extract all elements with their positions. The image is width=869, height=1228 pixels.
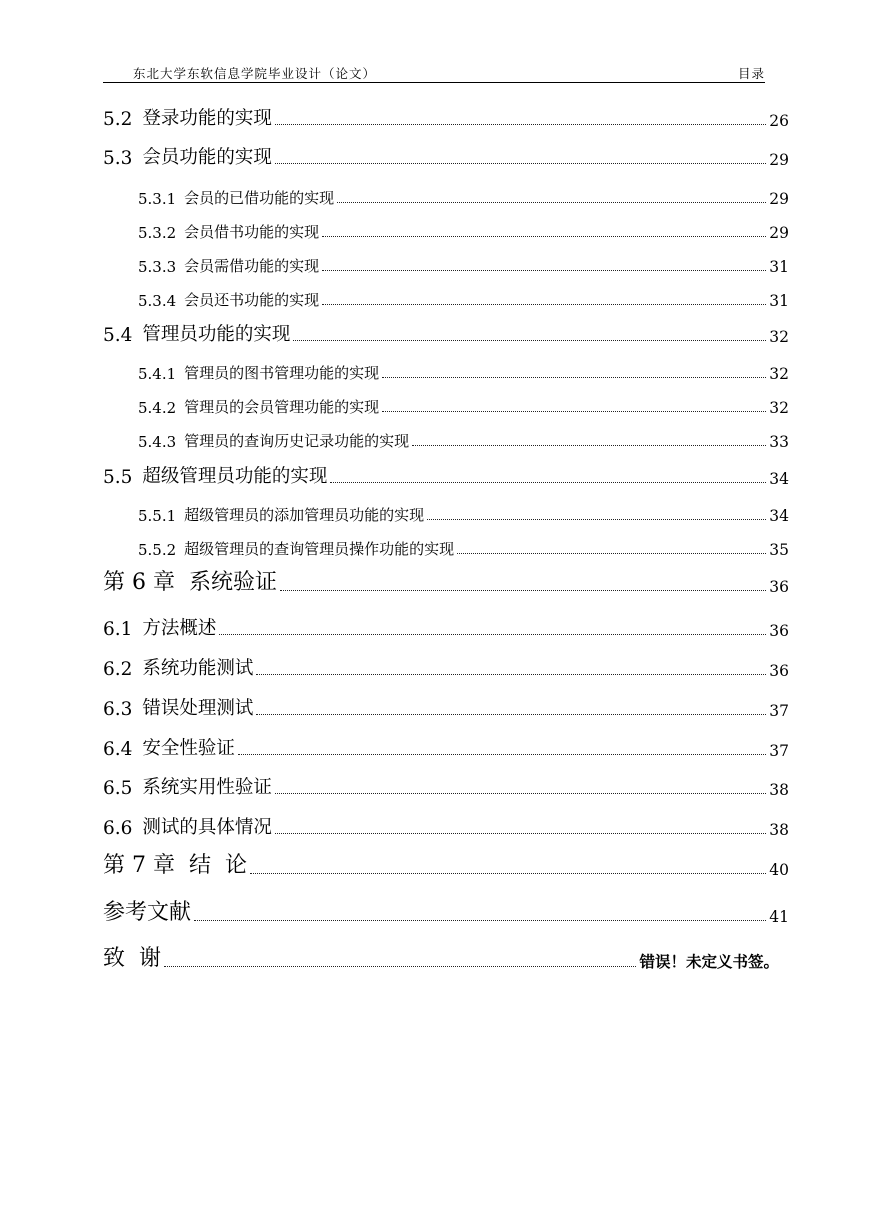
toc-entry[interactable] xyxy=(0,946,869,972)
toc-entry-number: 5.4.1 xyxy=(138,365,177,383)
toc-entry[interactable] xyxy=(0,570,869,596)
toc-entry-title: 第 6 章 系统验证 xyxy=(103,570,277,595)
toc-entry[interactable] xyxy=(0,614,869,640)
toc-leader-dots xyxy=(275,792,766,794)
toc-entry-title: 会员还书功能的实现 xyxy=(184,291,320,309)
toc-entry-title: 登录功能的实现 xyxy=(142,108,272,129)
toc-leader-dots xyxy=(293,339,766,341)
toc-entry[interactable] xyxy=(0,694,869,720)
toc-entry-number: 5.3.4 xyxy=(138,292,177,310)
toc-entry-number: 6.2 xyxy=(103,659,133,680)
toc-entry-title: 超级管理员的查询管理员操作功能的实现 xyxy=(184,540,455,558)
toc-entry-title: 管理员的图书管理功能的实现 xyxy=(184,364,380,382)
toc-leader-dots xyxy=(427,518,766,520)
toc-entry-number: 5.5 xyxy=(103,467,133,488)
toc-entry-number: 5.4.3 xyxy=(138,433,177,451)
toc-leader-dots xyxy=(322,303,766,305)
toc-entry-page: 32 xyxy=(769,399,789,417)
toc-entry-page: 29 xyxy=(769,224,789,242)
toc-leader-dots xyxy=(275,832,766,834)
toc-leader-dots xyxy=(382,376,766,378)
toc-leader-dots xyxy=(275,123,766,125)
toc-entry[interactable] xyxy=(0,357,869,383)
toc-entry-page: 38 xyxy=(769,821,789,839)
toc-entry[interactable] xyxy=(0,499,869,525)
toc-leader-dots xyxy=(164,965,636,967)
toc-entry[interactable] xyxy=(0,391,869,417)
toc-entry[interactable] xyxy=(0,216,869,242)
toc-entry-title: 超级管理员功能的实现 xyxy=(142,466,328,487)
toc-entry-page: 36 xyxy=(769,578,789,596)
toc-leader-dots xyxy=(250,872,766,874)
toc-entry-title: 会员功能的实现 xyxy=(142,147,272,168)
toc-entry-page: 34 xyxy=(769,470,789,488)
toc-entry-page: 36 xyxy=(769,622,789,640)
toc-entry[interactable] xyxy=(0,425,869,451)
toc-entry-number: 6.5 xyxy=(103,778,133,799)
toc-entry-title: 会员需借功能的实现 xyxy=(184,257,320,275)
toc-entry[interactable] xyxy=(0,654,869,680)
page-header xyxy=(103,62,765,83)
toc-entry[interactable] xyxy=(0,462,869,488)
toc-entry[interactable] xyxy=(0,533,869,559)
toc-entry-page: 29 xyxy=(769,190,789,208)
toc-entry-title: 管理员的会员管理功能的实现 xyxy=(184,398,380,416)
toc-entry-number: 6.1 xyxy=(103,619,133,640)
toc-entry-page: 26 xyxy=(769,112,789,130)
toc-entry-title: 超级管理员的添加管理员功能的实现 xyxy=(184,506,425,524)
toc-entry-number: 5.2 xyxy=(103,109,133,130)
toc-entry-number: 6.3 xyxy=(103,699,133,720)
toc-entry-page: 29 xyxy=(769,151,789,169)
header-section: 目录 xyxy=(737,66,765,81)
toc-entry-page: 38 xyxy=(769,781,789,799)
toc-entry[interactable] xyxy=(0,143,869,169)
toc-leader-dots xyxy=(457,552,766,554)
toc-entry-title: 管理员的查询历史记录功能的实现 xyxy=(184,432,410,450)
toc-entry-number: 5.4 xyxy=(103,325,133,346)
toc-entry-title: 会员的已借功能的实现 xyxy=(184,189,335,207)
toc-leader-dots xyxy=(330,481,766,483)
toc-entry[interactable] xyxy=(0,284,869,310)
toc-entry-title: 错误处理测试 xyxy=(142,698,254,719)
toc-entry[interactable] xyxy=(0,853,869,879)
toc-leader-dots xyxy=(238,753,766,755)
toc-entry-title: 第 7 章 结 论 xyxy=(103,853,247,878)
toc-entry[interactable] xyxy=(0,182,869,208)
toc-entry-title: 致 谢 xyxy=(103,946,161,971)
toc-leader-dots xyxy=(382,410,766,412)
toc-entry[interactable] xyxy=(0,250,869,276)
toc-leader-dots xyxy=(322,269,766,271)
toc-entry-title: 系统实用性验证 xyxy=(142,777,272,798)
toc-entry-title: 系统功能测试 xyxy=(142,658,254,679)
toc-entry-page: 33 xyxy=(769,433,789,451)
toc-entry[interactable] xyxy=(0,320,869,346)
toc-leader-dots xyxy=(280,589,766,591)
toc-entry-page: 40 xyxy=(769,861,789,879)
toc-entry-page: 41 xyxy=(769,908,789,926)
toc-entry-page: 31 xyxy=(769,258,789,276)
toc-entry-number: 5.5.2 xyxy=(138,541,177,559)
toc-entry-title: 管理员功能的实现 xyxy=(142,324,291,345)
toc-entry-number: 5.4.2 xyxy=(138,399,177,417)
toc-entry-page: 31 xyxy=(769,292,789,310)
toc-leader-dots xyxy=(219,633,766,635)
toc-entry-title: 参考文献 xyxy=(103,900,192,925)
toc-entry-page: 37 xyxy=(769,742,789,760)
toc-entry-page: 34 xyxy=(769,507,789,525)
toc-entry-page: 36 xyxy=(769,662,789,680)
toc-entry-page: 37 xyxy=(769,702,789,720)
toc-entry[interactable] xyxy=(0,900,869,926)
toc-leader-dots xyxy=(256,673,766,675)
toc-leader-dots xyxy=(256,713,766,715)
header-title: 东北大学东软信息学院毕业设计（论文） xyxy=(133,66,377,81)
toc-leader-dots xyxy=(275,162,766,164)
toc-entry-number: 5.3.2 xyxy=(138,224,177,242)
toc-entry-title: 方法概述 xyxy=(142,618,217,639)
toc-leader-dots xyxy=(412,444,766,446)
toc-entry[interactable] xyxy=(0,734,869,760)
toc-entry[interactable] xyxy=(0,773,869,799)
toc-entry-page: 35 xyxy=(769,541,789,559)
toc-entry-page: 32 xyxy=(769,365,789,383)
toc-entry-number: 5.3.1 xyxy=(138,190,177,208)
toc-leader-dots xyxy=(337,201,766,203)
toc-leader-dots xyxy=(322,235,766,237)
toc-entry-title: 安全性验证 xyxy=(142,738,235,759)
toc-entry-page: 错误！未定义书签。 xyxy=(639,953,779,971)
toc-leader-dots xyxy=(194,919,766,921)
toc-entry-page: 32 xyxy=(769,328,789,346)
toc-entry-number: 6.6 xyxy=(103,818,133,839)
toc-entry[interactable] xyxy=(0,813,869,839)
toc-entry-number: 5.5.1 xyxy=(138,507,177,525)
toc-entry-number: 5.3 xyxy=(103,148,133,169)
toc-entry-title: 测试的具体情况 xyxy=(142,817,272,838)
toc-entry-title: 会员借书功能的实现 xyxy=(184,223,320,241)
toc-entry-number: 5.3.3 xyxy=(138,258,177,276)
toc-entry-number: 6.4 xyxy=(103,739,133,760)
toc-entry[interactable] xyxy=(0,104,869,130)
